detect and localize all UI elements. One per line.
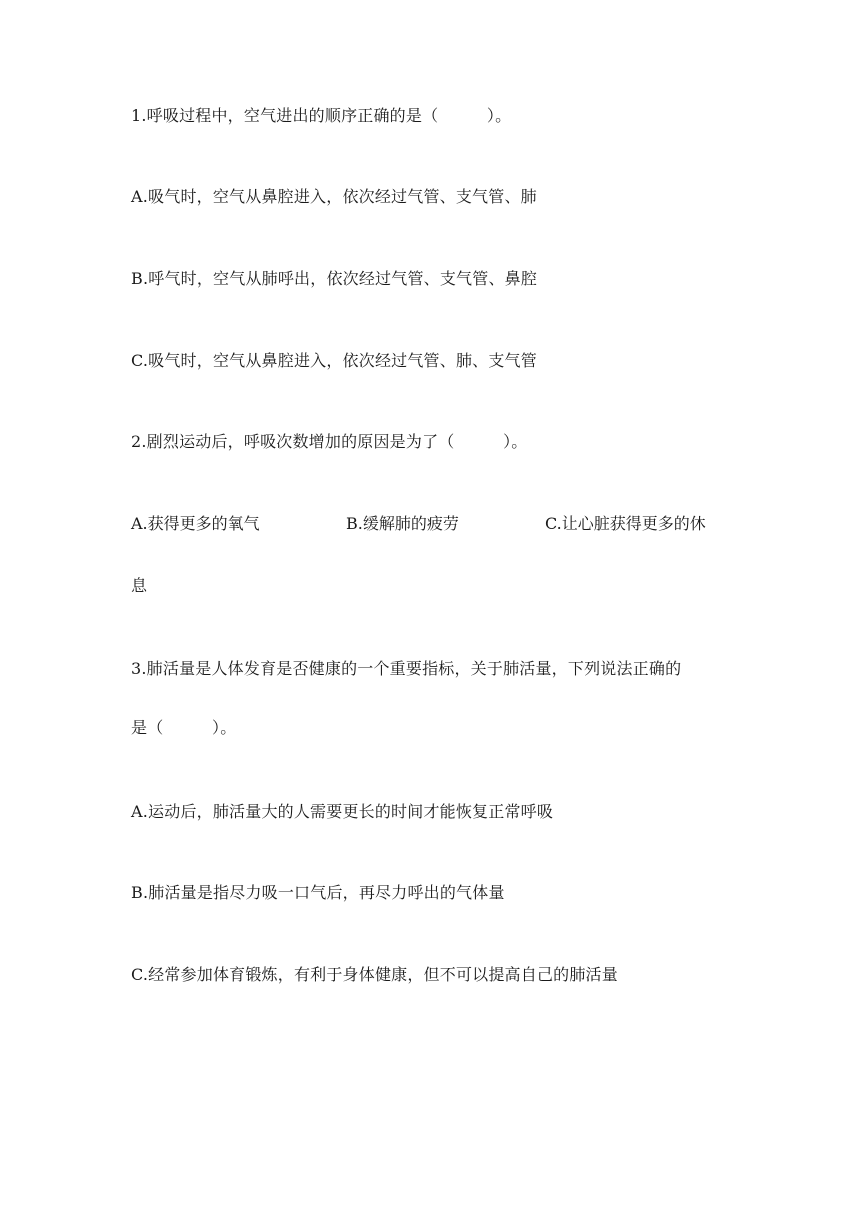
question-3-option-a: A.运动后，肺活量大的人需要更长的时间才能恢复正常呼吸 (131, 802, 554, 821)
question-3-stem-line-2: 是（ ）。 (131, 718, 237, 737)
question-3-option-c: C.经常参加体育锻炼，有利于身体健康，但不可以提高自己的肺活量 (131, 965, 618, 984)
question-2-option-c: C.让心脏获得更多的休 (545, 514, 706, 533)
question-1-stem: 1.呼吸过程中，空气进出的顺序正确的是（ ）。 (131, 106, 512, 125)
question-3-stem-line-1: 3.肺活量是人体发育是否健康的一个重要指标，关于肺活量，下列说法正确的 (131, 659, 682, 678)
question-3-option-b: B.肺活量是指尽力吸一口气后，再尽力呼出的气体量 (131, 883, 505, 902)
question-2-stem: 2.剧烈运动后，呼吸次数增加的原因是为了（ ）。 (131, 432, 528, 451)
question-1-option-a: A.吸气时，空气从鼻腔进入，依次经过气管、支气管、肺 (131, 187, 537, 206)
question-2-option-c-continued: 息 (131, 576, 148, 595)
question-1-option-b: B.呼气时，空气从肺呼出，依次经过气管、支气管、鼻腔 (131, 269, 538, 288)
question-2-option-b: B.缓解肺的疲劳 (346, 514, 459, 533)
question-2-option-a: A.获得更多的氧气 (131, 514, 260, 533)
question-1-option-c: C.吸气时，空气从鼻腔进入，依次经过气管、肺、支气管 (131, 351, 537, 370)
question-2-options-row (131, 513, 731, 535)
